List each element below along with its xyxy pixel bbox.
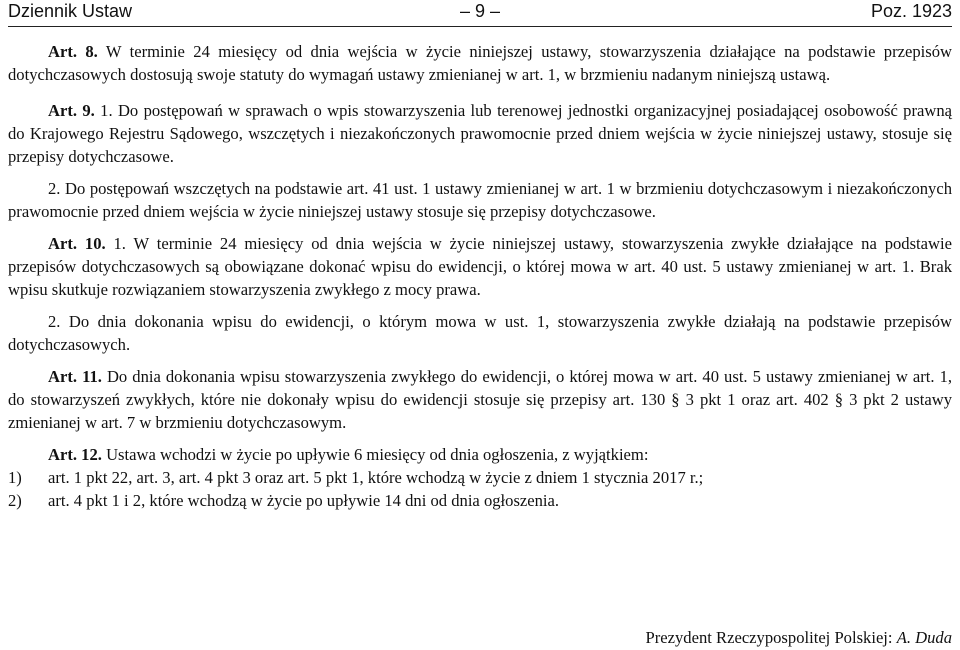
list-text: art. 1 pkt 22, art. 3, art. 4 pkt 3 oraz art. 5 pkt 1, które wchodzą w życie z dniem 1 stycznia 2017 r.; — [48, 468, 704, 487]
page-header — [8, 0, 952, 27]
article-text: 2. Do postępowań wszczętych na podstawie art. 41 ust. 1 ustawy zmienianej w art. 1 w brzmieniu dotychczasowym i niezakończonych prawomocnie przed dniem wejścia w życie niniejszej ustawy stosuje się przepisy dotychczasowe. — [8, 179, 952, 221]
article-text: W terminie 24 miesięcy od dnia wejścia w życie niniejszej ustawy, stowarzyszenia działające na podstawie przepisów dotychczasowych dostosują swoje statuty do wymagań ustawy zmienianej w art. 1, w brzmieniu nadanym niniejszą ustawą. — [8, 42, 952, 84]
signature-name: A. Duda — [896, 628, 952, 647]
article-label: Art. 10. — [48, 234, 106, 253]
signature-title: Prezydent Rzeczypospolitej Polskiej: — [645, 628, 897, 647]
article-text: 1. W terminie 24 miesięcy od dnia wejścia w życie niniejszej ustawy, stowarzyszenia zwykłe działające na podstawie przepisów dotychczasowych są obowiązane dokonać wpisu do ewidencji, o której mowa w art. 40 ust. 5 ustawy zmienianej w art. 1. Brak wpisu skutkuje rozwiązaniem stowarzyszenia zwykłego z mocy prawa. — [8, 234, 952, 299]
list-number: 2) — [8, 491, 22, 510]
article-text: Do dnia dokonania wpisu stowarzyszenia zwykłego do ewidencji, o której mowa w art. 40 ust. 5 ustawy zmienianej w art. 1, do stowarzyszeń zwykłych, które nie dokonały wpisu do ewidencji stosuje się przepisy art. 130 § 3 pkt 1 oraz art. 402 § 3 pkt 2 ustawy zmienianej w art. 7 w brzmieniu dotychczasowym. — [8, 367, 953, 432]
document-body — [8, 40, 952, 512]
article-text: Ustawa wchodzi w życie po upływie 6 miesięcy od dnia ogłoszenia, z wyjątkiem: — [101, 445, 649, 464]
list-text: art. 4 pkt 1 i 2, które wchodzą w życie po upływie 14 dni od dnia ogłoszenia. — [48, 491, 560, 510]
article-label: Art. 11. — [48, 367, 102, 386]
article-9-para-1 — [8, 99, 952, 168]
article-text: 1. Do postępowań w sprawach o wpis stowarzyszenia lub terenowej jednostki organizacyjnej posiadającej osobowość prawną do Krajowego Rejestru Sądowego, wszczętych i niezakończonych prawomocnie przed dniem wejścia w życie niniejszej ustawy, stosuje się przepisy dotychczasowe. — [8, 101, 952, 166]
article-9-para-2 — [8, 177, 952, 223]
page-number: – 9 – — [459, 1, 501, 21]
journal-title: Dziennik Ustaw — [8, 1, 133, 21]
article-label: Art. 12. — [48, 445, 102, 464]
list-item — [8, 489, 952, 512]
article-11 — [8, 365, 952, 434]
article-10-para-1 — [8, 232, 952, 301]
signature — [646, 627, 952, 649]
article-12 — [8, 443, 952, 466]
position-number: Poz. 1923 — [870, 1, 952, 21]
article-label: Art. 9. — [48, 101, 95, 120]
article-text: 2. Do dnia dokonania wpisu do ewidencji, o którym mowa w ust. 1, stowarzyszenia zwykłe działają na podstawie przepisów dotychczasowych. — [8, 312, 952, 354]
list-item — [8, 466, 952, 489]
article-label: Art. 8. — [48, 42, 98, 61]
article-8 — [8, 40, 952, 86]
list-number: 1) — [8, 468, 22, 487]
article-10-para-2 — [8, 310, 952, 356]
